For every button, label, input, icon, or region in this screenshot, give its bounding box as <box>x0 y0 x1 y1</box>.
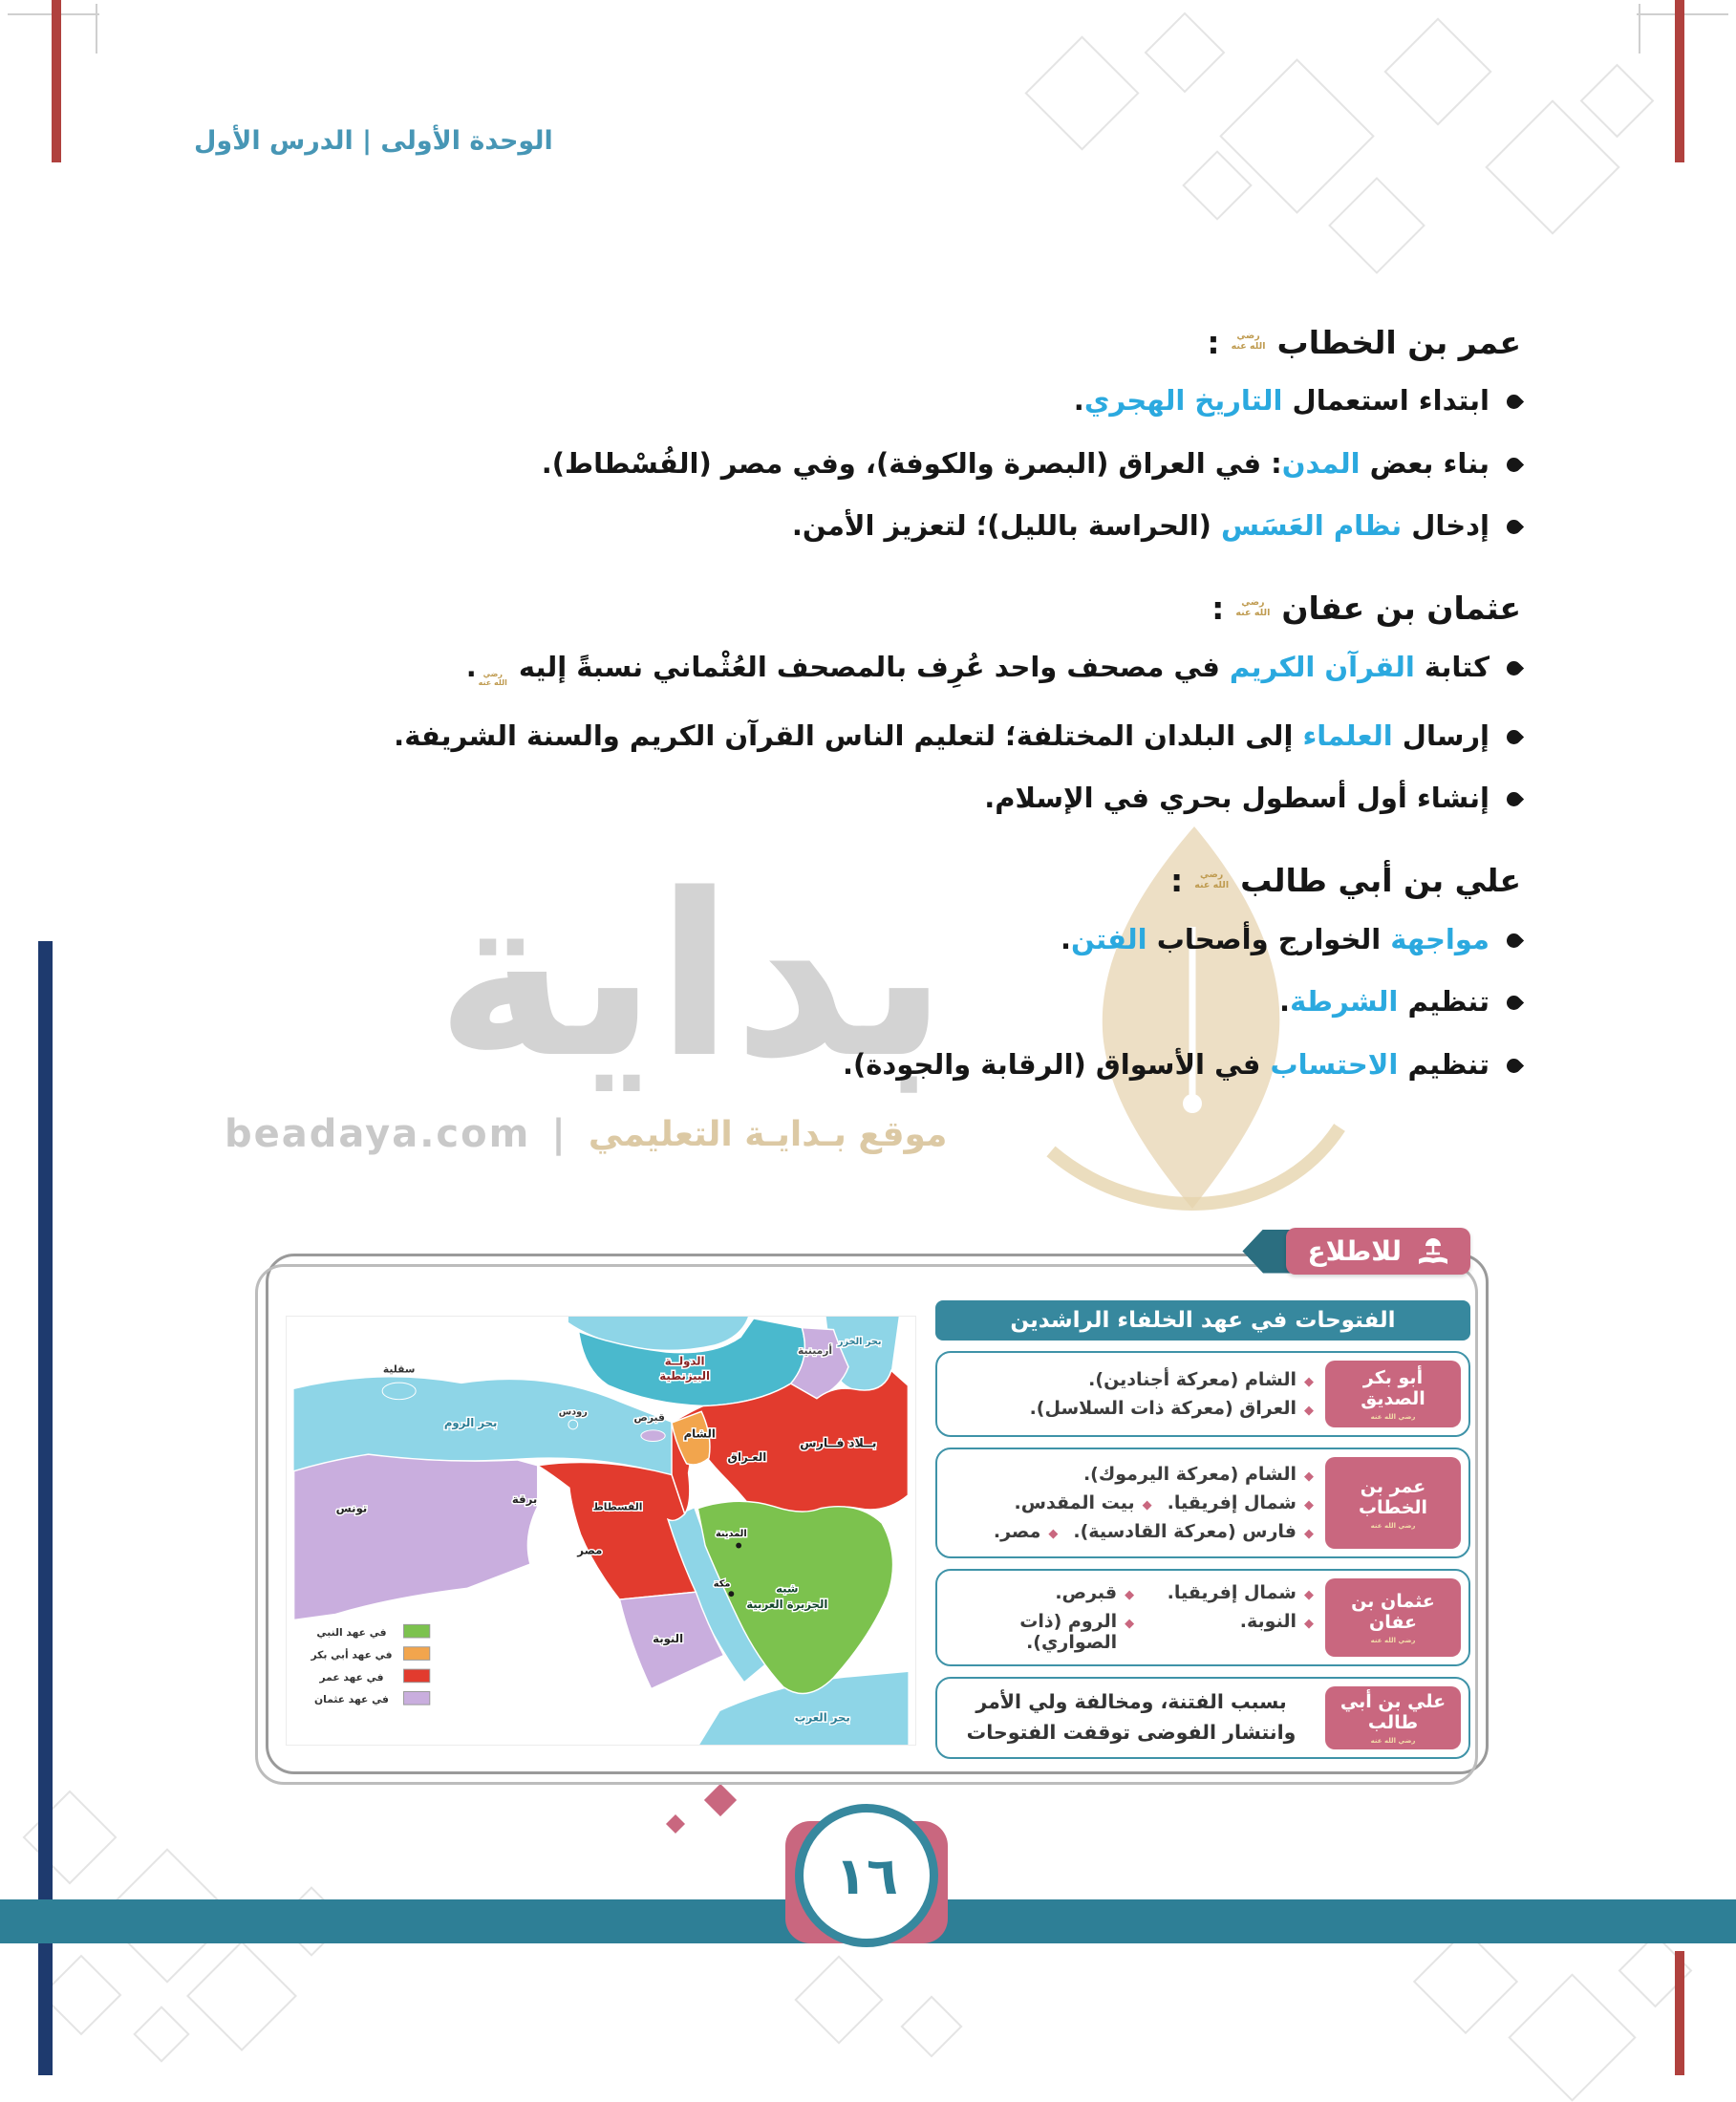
decorative-diamond <box>1145 12 1226 94</box>
list-item-text: بناء بعض المدن: في العراق (البصرة والكوفة)، وفي مصر (الفُسْطاط). <box>541 446 1490 480</box>
reference-badge <box>1242 1228 1470 1275</box>
table-row-uthman <box>935 1569 1470 1666</box>
watermark-url: beadaya.com <box>225 1112 531 1156</box>
list-item <box>246 1044 1521 1086</box>
decorative-diamond <box>41 1955 122 2036</box>
title-colon: : <box>1169 862 1184 900</box>
table-item: ◆ النوبة. <box>1239 1611 1314 1632</box>
map-label-arabia: شبه <box>776 1581 799 1596</box>
map-label-arabian-sea: بحر العرب <box>794 1710 850 1725</box>
reference-badge-label: للاطلاع <box>1307 1235 1402 1267</box>
map-label-byzantine: الدولــة <box>664 1354 705 1368</box>
decorative-diamond <box>186 1941 297 2051</box>
keyword: التاريخ الهجري <box>1083 384 1283 417</box>
reference-badge-pill <box>1286 1228 1470 1275</box>
caliph-name: عثمان بن عفان <box>1281 590 1521 627</box>
row-label: عمر بن الخطاب رضي الله عنه <box>1325 1457 1461 1549</box>
table-row-ali <box>935 1677 1470 1759</box>
diamond-bullet-icon: ◆ <box>1304 1469 1314 1484</box>
map-label-byzantine: البيزنطية <box>659 1369 711 1383</box>
watermark-logo: بداية <box>436 847 948 1107</box>
watermark-divider: | <box>551 1112 568 1156</box>
diamond-bullet-icon: ◆ <box>1304 1375 1314 1389</box>
table-item: ◆ الشام (معركة اليرموك). <box>1082 1464 1314 1485</box>
map-label-arabia: الجزيرة العربية <box>746 1597 828 1611</box>
decorative-diamond <box>666 1814 685 1834</box>
list-item <box>246 443 1521 485</box>
list-item <box>246 716 1521 758</box>
section-uthman <box>246 590 1521 820</box>
map-label-sham: الشام <box>683 1426 716 1441</box>
section-title <box>246 590 1521 628</box>
list-item-text: إدخال نظام العَسَس (الحراسة بالليل)؛ لتعزيز الأمن. <box>791 509 1490 542</box>
title-colon: : <box>1207 323 1220 361</box>
legend-label: في عهد النبي <box>316 1626 387 1640</box>
page-number-value: ١٦ <box>835 1845 898 1906</box>
table-row-umar <box>935 1448 1470 1558</box>
honorific-medallion: رضي الله عنه <box>1194 869 1230 890</box>
page-number-circle <box>795 1804 938 1947</box>
bullet-icon <box>1504 789 1524 809</box>
list-item <box>246 778 1521 820</box>
list-item-text: كتابة القرآن الكريم في مصحف واحد عُرِف بالمصحف العُثْماني نسبةً إليه رضي الله عنه. <box>466 647 1490 695</box>
bullet-icon <box>1504 517 1524 537</box>
diamond-bullet-icon: ◆ <box>1304 1498 1314 1512</box>
list-item <box>246 380 1521 422</box>
crop-mark <box>1639 4 1640 54</box>
conquest-map <box>286 1316 916 1746</box>
diamond-bullet-icon: ◆ <box>1125 1588 1135 1602</box>
honorific-medallion: رضي الله عنه <box>1370 1522 1416 1531</box>
caliph-name: علي بن أبي طالب <box>1240 862 1521 900</box>
map-label-caspian: بحر الخزر <box>837 1337 882 1348</box>
section-title <box>246 323 1521 361</box>
bullet-icon <box>1504 727 1524 747</box>
table-item: ◆ بيت المقدس. <box>1014 1492 1152 1513</box>
diamond-bullet-icon: ◆ <box>1142 1498 1152 1512</box>
table-item: ◆ الشام (معركة أجنادين). <box>1088 1369 1314 1390</box>
table-item: ◆ قبرص. <box>1055 1582 1135 1603</box>
map-label-nubia: النوبة <box>653 1631 684 1645</box>
bullet-icon <box>1504 392 1524 412</box>
caliph-name: عمر بن الخطاب <box>1276 323 1521 361</box>
section-title <box>246 862 1521 900</box>
map-label-mecca: مكة <box>713 1578 731 1590</box>
keyword: نظام العَسَس <box>1221 509 1403 542</box>
list-item-text: مواجهة الخوارج وأصحاب الفتن. <box>1060 922 1490 955</box>
conquest-table <box>935 1300 1470 1759</box>
diamond-bullet-icon: ◆ <box>1304 1617 1314 1631</box>
list-item-text: تنظيم الاحتساب في الأسواق (الرقابة والجودة). <box>843 1047 1490 1081</box>
map-label-tunis: تونس <box>335 1501 368 1515</box>
map-label-medina: المدينة <box>716 1528 747 1539</box>
honorific-medallion: رضي الله عنه <box>478 669 507 687</box>
keyword: الشرطة <box>1290 985 1399 1019</box>
decorative-diamond <box>23 1791 118 1885</box>
honorific-medallion: رضي الله عنه <box>1235 596 1271 618</box>
page-number <box>785 1804 948 1966</box>
map-label-rhodes: رودس <box>558 1406 588 1418</box>
table-item: ◆ العراق (معركة ذات السلاسل). <box>1029 1398 1314 1419</box>
decorative-diamond <box>704 1784 737 1816</box>
red-edge-line <box>1675 1951 1684 2075</box>
keyword: مواجهة <box>1390 922 1490 955</box>
keyword: الفتن <box>1070 922 1147 955</box>
table-item: ◆ مصر. <box>993 1521 1059 1542</box>
list-item-text: ابتداء استعمال التاريخ الهجري. <box>1073 384 1490 417</box>
list-item-text: إنشاء أول أسطول بحري في الإسلام. <box>984 782 1490 815</box>
keyword: المدن <box>1281 446 1361 480</box>
decorative-diamond <box>1508 1973 1636 2101</box>
bullet-icon <box>1504 1056 1524 1076</box>
bullet-icon <box>1504 454 1524 474</box>
decorative-diamond <box>1580 64 1655 139</box>
diamond-bullet-icon: ◆ <box>1125 1617 1135 1631</box>
bullet-icon <box>1504 931 1524 951</box>
list-item-text: إرسال العلماء إلى البلدان المختلفة؛ لتعليم الناس القرآن الكريم والسنة الشريفة. <box>394 719 1490 752</box>
bullet-icon <box>1504 657 1524 677</box>
row-label: عثمان بن عفان رضي الله عنه <box>1325 1578 1461 1657</box>
map-label-persia: بــلاد فــارس <box>800 1435 877 1450</box>
legend-label: في عهد عثمان <box>314 1693 389 1706</box>
keyword: العلماء <box>1302 719 1393 752</box>
list-item-text: تنظيم الشرطة. <box>1279 985 1490 1019</box>
keyword: الاحتساب <box>1270 1047 1399 1081</box>
keyword: القرآن الكريم <box>1229 650 1415 683</box>
reading-lamp-icon <box>1415 1236 1449 1267</box>
watermark-site-name: موقع بـدايـة التعليمي <box>588 1114 948 1154</box>
decorative-diamond <box>1413 1929 1518 2034</box>
legend-label: في عهد أبي بكر <box>311 1648 393 1662</box>
decorative-diamond <box>794 1955 883 2044</box>
section-umar <box>246 323 1521 547</box>
list-item <box>246 919 1521 961</box>
decorative-diamond <box>1182 150 1253 221</box>
decorative-diamond <box>1328 177 1425 274</box>
table-item: ◆ شمال إفريقيا. <box>1167 1582 1314 1603</box>
red-edge-line <box>1675 0 1684 162</box>
honorific-medallion: رضي الله عنه <box>1370 1413 1416 1422</box>
table-item: ◆ فارس (معركة القادسية). <box>1073 1521 1314 1542</box>
map-label-cyprus: قبرص <box>633 1411 665 1425</box>
list-item <box>246 647 1521 695</box>
crop-mark <box>96 4 97 54</box>
row-note: بسبب الفتنة، ومخالفة ولي الأمر وانتشار الفوضى توقفت الفتوحات <box>966 1690 1297 1744</box>
decorative-diamond <box>133 2005 189 2062</box>
map-label-barqa: برقة <box>511 1491 538 1506</box>
honorific-medallion: رضي الله عنه <box>1370 1637 1416 1645</box>
map-legend <box>299 1619 448 1714</box>
breadcrumb: الوحدة الأولى | الدرس الأول <box>194 126 553 156</box>
table-item: ◆ الروم (ذات الصواري). <box>1019 1611 1135 1653</box>
title-colon: : <box>1211 590 1225 627</box>
map-label-iraq: العـراق <box>727 1449 767 1464</box>
diamond-bullet-icon: ◆ <box>1048 1527 1059 1541</box>
row-label: أبو بكر الصديق رضي الله عنه <box>1325 1361 1461 1427</box>
list-item <box>246 505 1521 547</box>
decorative-diamond <box>1383 17 1491 125</box>
map-label-fustat: الفسطاط <box>592 1500 643 1513</box>
red-edge-line <box>52 0 61 162</box>
diamond-bullet-icon: ◆ <box>1304 1588 1314 1602</box>
table-row-abubakr <box>935 1351 1470 1437</box>
map-label-sicily: سقلية <box>382 1362 416 1376</box>
list-item <box>246 981 1521 1023</box>
info-box <box>266 1235 1489 1774</box>
bullet-icon <box>1504 993 1524 1013</box>
map-label-mediterranean: بحر الروم <box>443 1415 498 1429</box>
map-label-egypt: مصر <box>577 1543 603 1557</box>
diamond-bullet-icon: ◆ <box>1304 1527 1314 1541</box>
table-item: ◆ شمال إفريقيا. <box>1167 1492 1314 1513</box>
map-label-armenia: أرمينية <box>797 1343 833 1357</box>
honorific-medallion: رضي الله عنه <box>1370 1737 1416 1746</box>
decorative-diamond <box>1024 35 1139 150</box>
decorative-diamond <box>900 1995 962 2057</box>
table-title: الفتوحات في عهد الخلفاء الراشدين <box>935 1300 1470 1341</box>
lesson-content <box>246 323 1521 1127</box>
legend-label: في عهد عمر <box>319 1670 384 1684</box>
section-ali <box>246 862 1521 1086</box>
honorific-medallion: رضي الله عنه <box>1231 331 1266 352</box>
diamond-bullet-icon: ◆ <box>1304 1404 1314 1418</box>
row-label: علي بن أبي طالب رضي الله عنه <box>1325 1686 1461 1749</box>
